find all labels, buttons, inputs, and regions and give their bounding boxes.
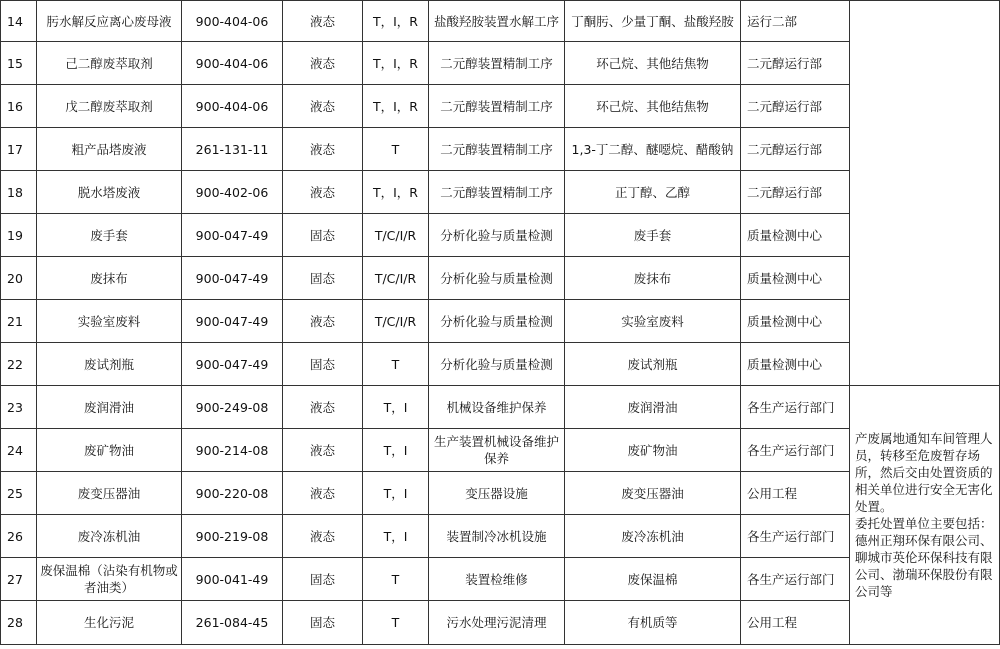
main-component: 废冷冻机油 [565, 515, 741, 558]
main-component: 环己烷、其他结焦物 [565, 85, 741, 128]
table-body [1, 1, 1000, 645]
waste-name: 己二醇废萃取剂 [37, 42, 182, 85]
waste-source: 分析化验与质量检测 [429, 343, 565, 386]
row-number: 27 [1, 558, 37, 601]
waste-code: 900-047-49 [182, 300, 283, 343]
waste-code: 900-220-08 [182, 472, 283, 515]
row-number: 25 [1, 472, 37, 515]
table-row [1, 42, 1000, 85]
physical-state: 液态 [283, 300, 363, 343]
physical-state: 液态 [283, 429, 363, 472]
main-component: 废保温棉 [565, 558, 741, 601]
main-component: 废润滑油 [565, 386, 741, 429]
note-blank [850, 42, 1000, 386]
responsible-dept: 各生产运行部门 [741, 515, 850, 558]
hazard-property: T，I [363, 472, 429, 515]
physical-state: 液态 [283, 386, 363, 429]
waste-code: 900-047-49 [182, 343, 283, 386]
waste-source: 分析化验与质量检测 [429, 257, 565, 300]
physical-state: 固态 [283, 558, 363, 601]
responsible-dept: 二元醇运行部 [741, 85, 850, 128]
waste-source: 污水处理污泥清理 [429, 601, 565, 645]
responsible-dept: 二元醇运行部 [741, 128, 850, 171]
hazard-property: T，I，R [363, 85, 429, 128]
waste-name: 废手套 [37, 214, 182, 257]
waste-source: 二元醇装置精制工序 [429, 128, 565, 171]
waste-name: 粗产品塔废液 [37, 128, 182, 171]
row-number: 16 [1, 85, 37, 128]
note-blank [850, 1, 1000, 42]
waste-code: 900-402-06 [182, 171, 283, 214]
hazard-property: T，I，R [363, 42, 429, 85]
physical-state: 液态 [283, 472, 363, 515]
table-row [1, 386, 1000, 429]
main-component: 废抹布 [565, 257, 741, 300]
physical-state: 固态 [283, 343, 363, 386]
physical-state: 液态 [283, 1, 363, 42]
main-component: 废手套 [565, 214, 741, 257]
waste-source: 机械设备维护保养 [429, 386, 565, 429]
waste-name: 废冷冻机油 [37, 515, 182, 558]
row-number: 19 [1, 214, 37, 257]
waste-name: 脱水塔废液 [37, 171, 182, 214]
waste-source: 变压器设施 [429, 472, 565, 515]
hazard-property: T [363, 601, 429, 645]
waste-code: 900-047-49 [182, 257, 283, 300]
row-number: 28 [1, 601, 37, 645]
hazard-property: T [363, 128, 429, 171]
waste-name: 生化污泥 [37, 601, 182, 645]
responsible-dept: 二元醇运行部 [741, 171, 850, 214]
disposal-note-contractors: 委托处置单位主要包括：德州正翔环保有限公司、聊城市英伦环保科技有限公司、渤瑞环保股份有限公司等 [855, 516, 993, 599]
physical-state: 液态 [283, 85, 363, 128]
responsible-dept: 质量检测中心 [741, 343, 850, 386]
waste-source: 二元醇装置精制工序 [429, 171, 565, 214]
row-number: 18 [1, 171, 37, 214]
waste-source: 分析化验与质量检测 [429, 300, 565, 343]
waste-name: 废保温棉（沾染有机物或者油类） [37, 558, 182, 601]
row-number: 20 [1, 257, 37, 300]
physical-state: 液态 [283, 42, 363, 85]
main-component: 废矿物油 [565, 429, 741, 472]
physical-state: 固态 [283, 214, 363, 257]
waste-name: 废润滑油 [37, 386, 182, 429]
hazard-property: T [363, 343, 429, 386]
main-component: 废变压器油 [565, 472, 741, 515]
waste-name: 实验室废料 [37, 300, 182, 343]
row-number: 15 [1, 42, 37, 85]
hazard-property: T/C/I/R [363, 300, 429, 343]
waste-name: 肟水解反应离心废母液 [37, 1, 182, 42]
hazard-property: T/C/I/R [363, 214, 429, 257]
main-component: 丁酮肟、少量丁酮、盐酸羟胺 [565, 1, 741, 42]
row-number: 24 [1, 429, 37, 472]
row-number: 26 [1, 515, 37, 558]
main-component: 废试剂瓶 [565, 343, 741, 386]
responsible-dept: 公用工程 [741, 601, 850, 645]
hazard-property: T/C/I/R [363, 257, 429, 300]
hazard-property: T，I [363, 515, 429, 558]
waste-source: 生产装置机械设备维护保养 [429, 429, 565, 472]
waste-code: 261-131-11 [182, 128, 283, 171]
waste-name: 废试剂瓶 [37, 343, 182, 386]
physical-state: 固态 [283, 601, 363, 645]
row-number: 22 [1, 343, 37, 386]
waste-source: 二元醇装置精制工序 [429, 85, 565, 128]
responsible-dept: 运行二部 [741, 1, 850, 42]
hazard-property: T，I [363, 386, 429, 429]
responsible-dept: 质量检测中心 [741, 300, 850, 343]
waste-code: 900-047-49 [182, 214, 283, 257]
main-component: 1,3-丁二醇、醚噁烷、醋酸钠 [565, 128, 741, 171]
waste-source: 二元醇装置精制工序 [429, 42, 565, 85]
main-component: 正丁醇、乙醇 [565, 171, 741, 214]
waste-code: 900-219-08 [182, 515, 283, 558]
waste-code: 900-404-06 [182, 42, 283, 85]
waste-code: 900-404-06 [182, 1, 283, 42]
waste-source: 装置制冷冰机设施 [429, 515, 565, 558]
row-number: 14 [1, 1, 37, 42]
waste-source: 分析化验与质量检测 [429, 214, 565, 257]
waste-code: 261-084-45 [182, 601, 283, 645]
responsible-dept: 二元醇运行部 [741, 42, 850, 85]
row-number: 23 [1, 386, 37, 429]
responsible-dept: 各生产运行部门 [741, 429, 850, 472]
waste-code: 900-041-49 [182, 558, 283, 601]
physical-state: 液态 [283, 128, 363, 171]
waste-source: 盐酸羟胺装置水解工序 [429, 1, 565, 42]
row-number: 21 [1, 300, 37, 343]
disposal-note [850, 386, 1000, 645]
main-component: 有机质等 [565, 601, 741, 645]
physical-state: 固态 [283, 257, 363, 300]
waste-code: 900-404-06 [182, 85, 283, 128]
waste-name: 戊二醇废萃取剂 [37, 85, 182, 128]
table-row [1, 1, 1000, 42]
main-component: 环己烷、其他结焦物 [565, 42, 741, 85]
responsible-dept: 公用工程 [741, 472, 850, 515]
waste-source: 装置检维修 [429, 558, 565, 601]
hazard-property: T，I，R [363, 1, 429, 42]
hazard-property: T [363, 558, 429, 601]
hazard-property: T，I，R [363, 171, 429, 214]
waste-name: 废抹布 [37, 257, 182, 300]
responsible-dept: 质量检测中心 [741, 214, 850, 257]
waste-name: 废变压器油 [37, 472, 182, 515]
row-number: 17 [1, 128, 37, 171]
main-component: 实验室废料 [565, 300, 741, 343]
disposal-note-procedure: 产废属地通知车间管理人员，转移至危废暂存场所，然后交由处置资质的相关单位进行安全无害化处置。 [855, 431, 993, 514]
responsible-dept: 各生产运行部门 [741, 386, 850, 429]
waste-name: 废矿物油 [37, 429, 182, 472]
hazard-property: T，I [363, 429, 429, 472]
physical-state: 液态 [283, 171, 363, 214]
physical-state: 液态 [283, 515, 363, 558]
responsible-dept: 质量检测中心 [741, 257, 850, 300]
waste-code: 900-214-08 [182, 429, 283, 472]
waste-code: 900-249-08 [182, 386, 283, 429]
responsible-dept: 各生产运行部门 [741, 558, 850, 601]
